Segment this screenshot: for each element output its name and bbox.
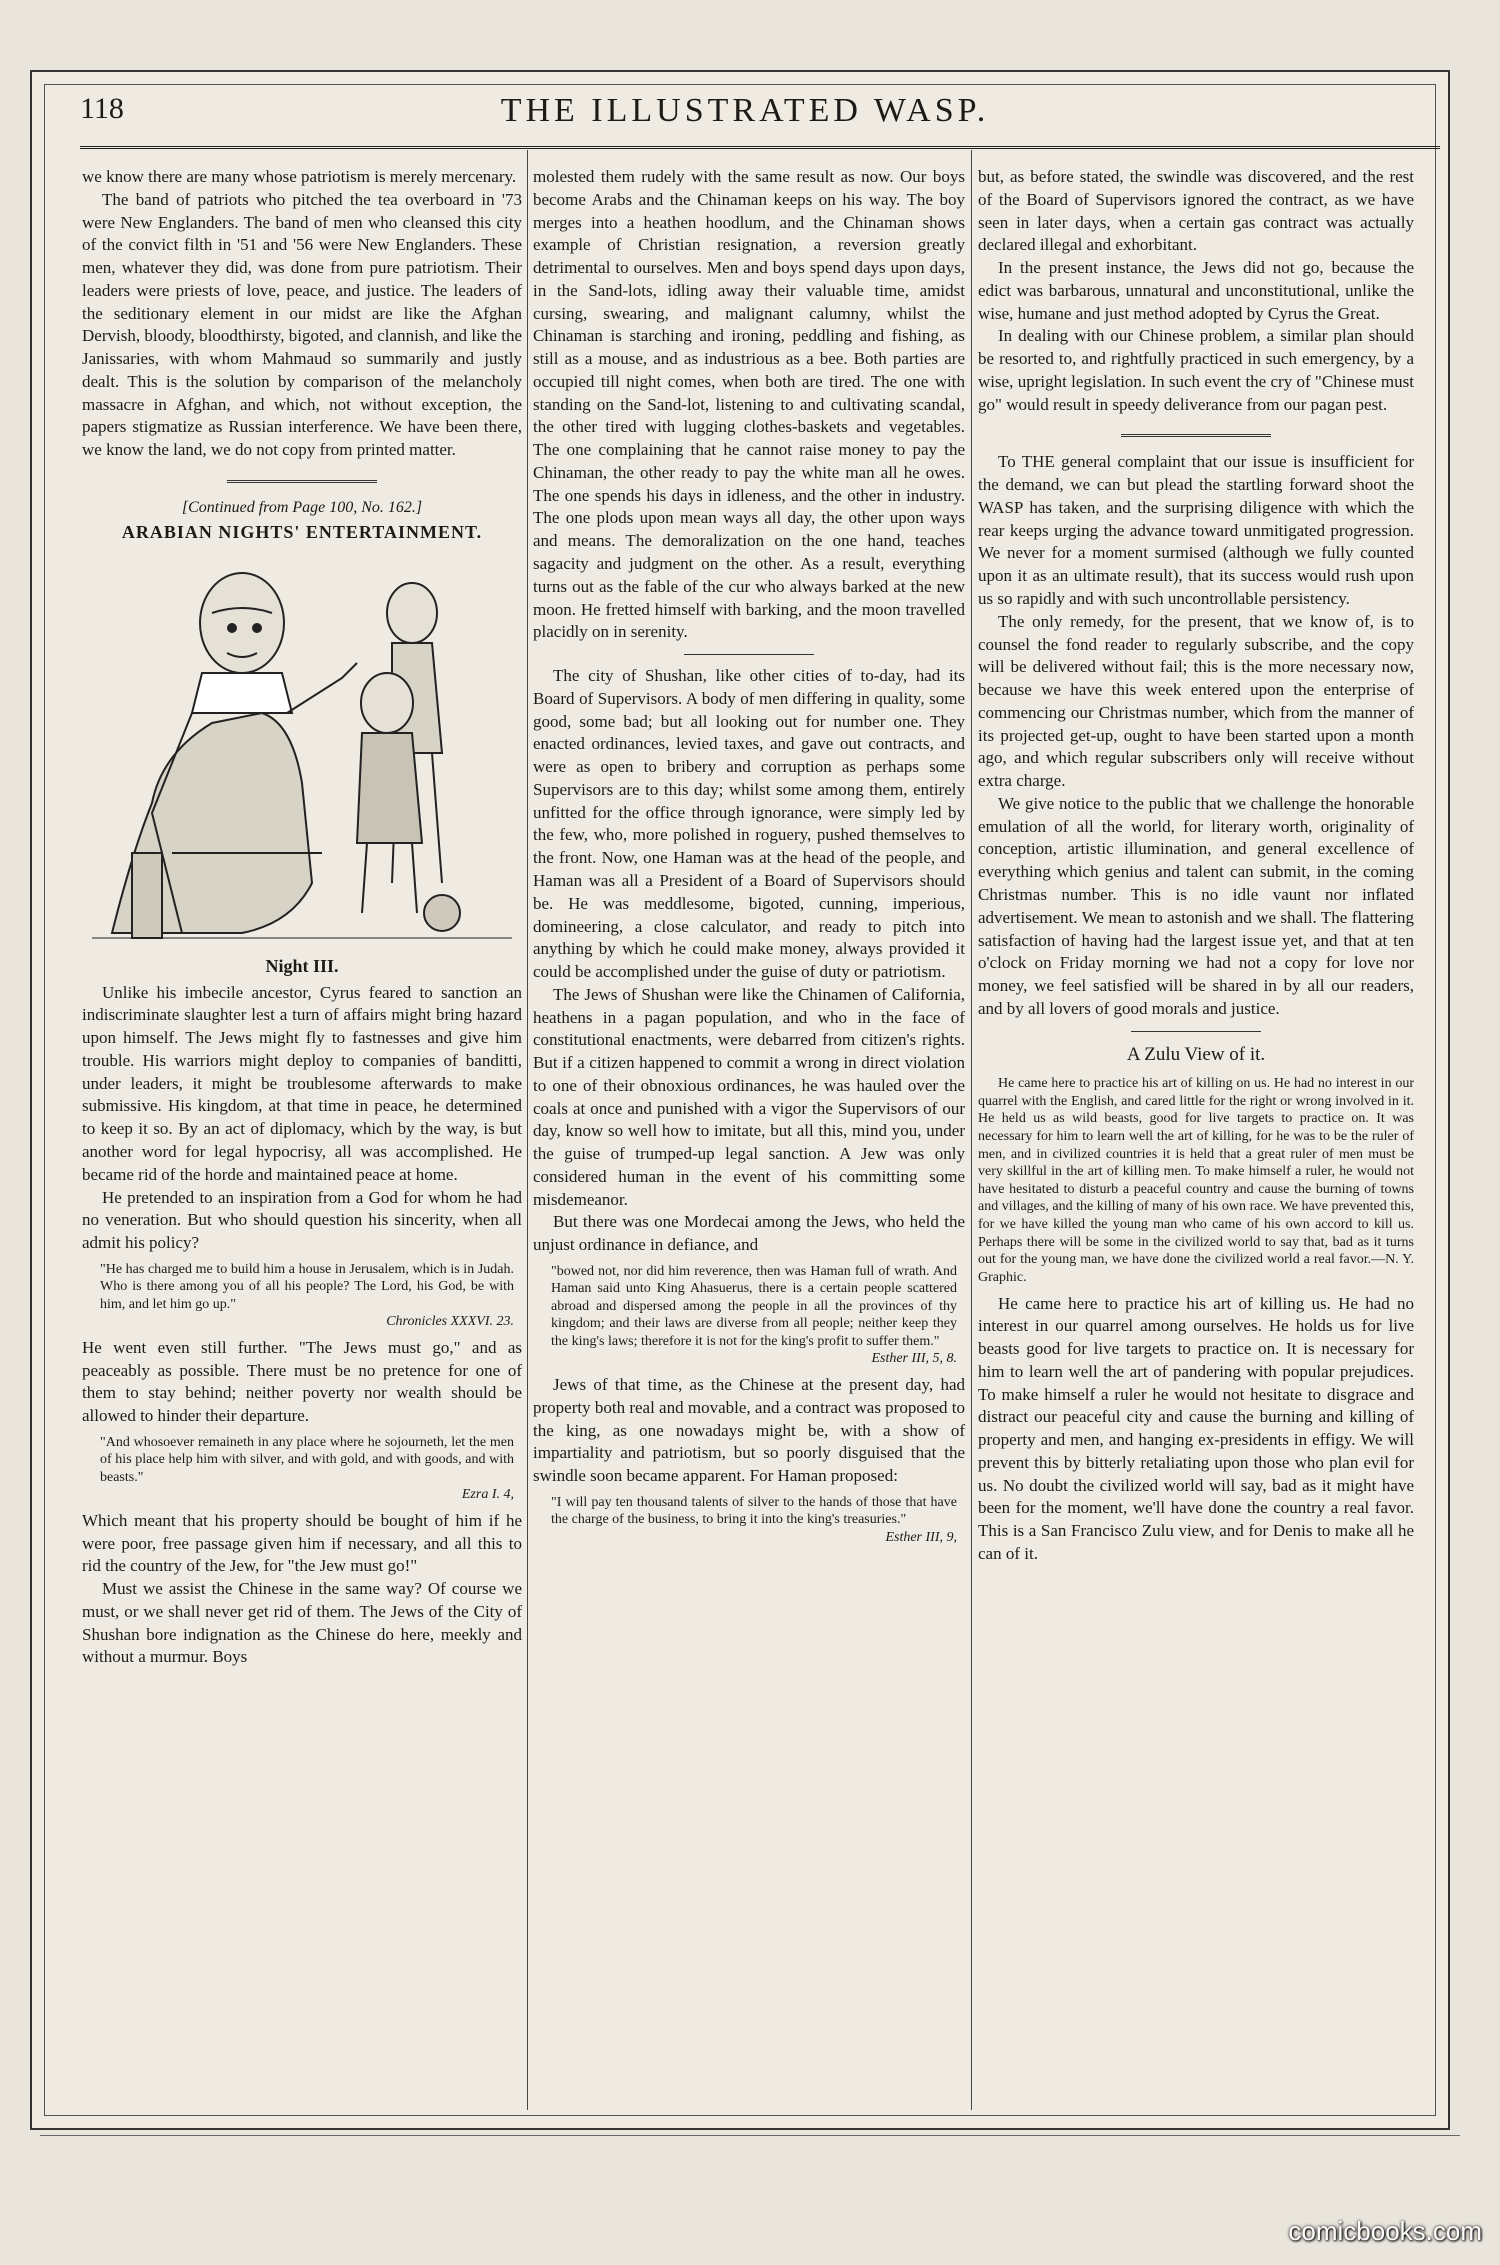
night-title: Night III. <box>265 955 339 976</box>
page-header <box>50 86 1440 146</box>
paragraph: He went even still further. "The Jews must go," and as peaceably as possible. There must be no pretence for one of them to stay behind; neither poverty nor wealth should be allowed to hinder their departure. <box>82 1337 522 1426</box>
paragraph: He pretended to an inspiration from a God for whom he had no veneration. But who should question his sincerity, when all admit his policy? <box>82 1187 522 1253</box>
paragraph: The band of patriots who pitched the tea overboard in '73 were New Englanders. The band of men who cleansed this city of the convict filth in '51 and '56 were New Englanders. These men, whatever they did, was done from pure patriotism. Their leaders were priests of love, peace, and justice. The leaders of the seditionary element in our midst are like the Afghan Dervish, bloody, bloodthirsty, bigoted, and clannish, and like the Janissaries, with whom Mahmaud so summarily and justly dealt. This is the solution by comparison of the melancholy massacre in Afghan, and which, not without exception, the papers stigmatize as Russian interference. We have been there, we know the land, we do not copy from printed matter. <box>82 189 522 460</box>
paragraph: We give notice to the public that we challenge the honorable emulation of all the world, for literary worth, originality of conception, artistic illumination, and general excellence of everything which genius and talent can submit, in the coming Christmas number. This is no idle vaunt nor inflated advertisement. We mean to astonish and we shall. The flattering satisfaction of having had the largest issue yet, and that at ten o'clock on Friday morning we had not a copy for love nor money, we feel satisfied will be shared in by all our readers, and by all lovers of good morals and justice. <box>978 793 1414 1018</box>
section-divider <box>1121 434 1271 437</box>
continued-note: [Continued from Page 100, No. 162.] <box>181 498 423 516</box>
quote-text: "And whosoever remaineth in any place where he sojourneth, let the men of his place help him with silver, and with gold, and with goods, and with beasts." <box>100 1434 514 1485</box>
paragraph: The Jews of Shushan were like the Chinamen of California, heathens in a pagan population, and who in the face of constitutional enactments, were debarred from citizen's rights. But if a citizen happened to commit a wrong in direct violation to one of their obnoxious ordinances, he was hauled over the coals at once and punished with a vigor the Supervisors of our day, know so well how to imitate, but all this, mind you, under the guise of trumped-up legal sanction. A Jew was only considered human in the event of his committing some misdemeanor. <box>533 984 965 1209</box>
watermark: comicbooks.com <box>1288 2216 1482 2246</box>
paragraph: but, as before stated, the swindle was discovered, and the rest of the Board of Supervisors ignored the contract, as we have seen in later days, when a certain gas contract was actually declared illegal and exhorbitant. <box>978 167 1414 255</box>
scripture-quote <box>100 1261 514 1331</box>
paragraph: Must we assist the Chinese in the same way? Of course we must, or we shall never get rid of them. The Jews of the City of Shushan bore indignation as the Chinese do here, meekly and without a murmur. Boys <box>82 1579 522 1667</box>
quote-reference: Esther III, 5, 8. <box>871 1351 957 1367</box>
paragraph: we know there are many whose patriotism is merely mercenary. <box>82 167 517 186</box>
column-divider <box>527 150 528 2110</box>
article-title: A Zulu View of it. <box>1126 1043 1266 1065</box>
column-1 <box>82 166 522 1669</box>
header-rule <box>80 146 1440 149</box>
paragraph: Unlike his imbecile ancestor, Cyrus feared to sanction an indiscriminate slaughter lest a turn of affairs might bring hazard upon himself. The Jews might fly to fastnesses and give him trouble. His warriors might deploy to companies of banditti, under leaders, it might be troublesome afterwards to make submissive. His kingdom, at that time in peace, he determined to keep it so. By an act of diplomacy, which by the way, is but another word for legal hypocrisy, all was accomplished. He became rid of the horde and maintained peace at home. <box>82 982 522 1184</box>
quote-text: "bowed not, nor did him reverence, then was Haman full of wrath. And Haman said unto King Ahasuerus, there is a certain people scattered abroad and dispersed among the people in all the provinces of thy kingdom; and their laws are diverse from all people; neither keep they the king's laws; therefore it is not for the king's profit to suffer them." <box>551 1263 957 1349</box>
section-divider <box>227 480 377 483</box>
paragraph: But there was one Mordecai among the Jews, who held the unjust ordinance in defiance, and <box>533 1212 965 1255</box>
quote-reference: Esther III, 9, <box>885 1529 957 1545</box>
quote-text: "I will pay ten thousand talents of silver to the hands of those that have the charge of the business, to bring it into the king's treasuries." <box>551 1494 957 1528</box>
cartoon-illustration <box>92 553 512 948</box>
section-title: ARABIAN NIGHTS' ENTERTAINMENT. <box>121 522 483 543</box>
column-2 <box>533 166 965 1552</box>
paragraph: In the present instance, the Jews did not go, because the edict was barbarous, unnatural and unconstitutional, unlike the wise, humane and just method adopted by Cyrus the Great. <box>978 258 1414 323</box>
quote-reference: Chronicles XXXVI. 23. <box>386 1314 514 1330</box>
section-divider <box>1131 1031 1261 1032</box>
paragraph: The city of Shushan, like other cities of to-day, had its Board of Supervisors. A body of men differing in quality, some good, some bad; but all looking out for number one. They enacted ordinances, levied taxes, and gave out contracts, and were as open to bribery and corruption as perhaps some Supervisors are to this day; whilst some among them, entirely unfitted for the office through ignorance, were simply led by the few, who, more polished in roguery, pushed themselves to the front. Now, one Haman was at the head of the people, and Haman was all a President of a Board of Supervisors should be. He was meddlesome, bigoted, cunning, imperious, domineering, a close calculator, and ready to pitch into anything by which he could make money, always provided it could be accomplished under the guise of duty or patriotism. <box>533 666 965 982</box>
paragraph: molested them rudely with the same result as now. Our boys become Arabs and the Chinaman keeps on his way. The boy merges into a heathen hoodlum, and the Chinaman shows example of Christian resignation, a reversion greatly detrimental to ourselves. Men and boys spend days upon days, in the Sand-lots, idling away their valuable time, amidst cursing, swearing, and malignant calumny, whilst the Chinaman is starching and ironing, peddling and fishing, as still as a mouse, and as industrious as a bee. Both parties are occupied till night comes, when both are tired. The one with standing on the Sand-lot, listening to and cultivating scandal, the other tired with lugging clothes-baskets and vegetables. The one complaining that he cannot raise money to pay the Chinaman, the other ready to pay the white man all he owes. The one spends his days in idleness, and the other in industry. The one plods upon mean ways all day, the other upon ways and means. The demoralization on the one hand, teaches sagacity and judgment on the other. As a result, everything turns out as the fable of the cur who always barked at the new moon. He fretted himself with barking, and the moon travelled placidly on in serenity. <box>533 167 965 642</box>
paragraph: He came here to practice his art of killing us. He had no interest in our quarrel among ourselves. He holds us for live beasts good for live targets to practice on. It is necessary for him to learn well the art of pandering with popular prejudices. To make himself a ruler he would not hesitate to disgrace and distract our peaceful city and cause the burning and killing of property and men, and hanging ex-presidents in effigy. We will prevent this by bitterly retaliating upon those who plan evil for us. No doubt the civilized world will say, bad as it might have been for the moment, we'll have done the country a real favor. This is a San Francisco Zulu view, and for Denis to make all he can of it. <box>978 1293 1414 1563</box>
scripture-quote <box>551 1263 957 1368</box>
quoted-excerpt: He came here to practice his art of killing on us. He had no interest in our quarrel with the English, and cared little for the right or wrong involved in it. He held us as wild beasts, good for live targets to practice on. It was necessary for him to learn well the art of killing, for he was to be the ruler of men, and in civilized countries it is held that a great ruler of men must be very skillful in the art of killing men. To make himself a ruler, he would not have hesitated to disturb a peaceful country and cause the burning of towns and villages, and the killing of many of his own race. We have prevented this, for we have killed the young man who came of his own accord to kill us. Perhaps there will be some in the civilized world to say that, bad as it turns out for the young man, we have done the civilized world a real favor.—N. Y. Graphic. <box>978 1076 1414 1285</box>
paragraph: The only remedy, for the present, that we know of, is to counsel the fond reader to regularly subscribe, and the copy will be delivered without fail; this is the more necessary now, because we have this week entered upon the enterprise of commencing our Christmas number, which from the manner of its projected get-up, ought to have been started upon a month ago, and which regular subscribers only will receive without extra charge. <box>978 611 1414 791</box>
bottom-rule <box>40 2135 1460 2136</box>
paragraph: In dealing with our Chinese problem, a similar plan should be resorted to, and rightfully practiced in such emergency, by a wise, upright legislation. In such event the cry of "Chinese must go" would result in speedy deliverance from our pagan pest. <box>978 326 1414 414</box>
quote-reference: Ezra I. 4, <box>461 1487 514 1503</box>
quote-text: "He has charged me to build him a house in Jerusalem, which is in Judah. Who is there among you of all his people? The Lord, his God, be with him, and let him go up." <box>100 1261 514 1312</box>
scripture-quote <box>100 1434 514 1504</box>
paragraph: To THE general complaint that our issue is insufficient for the demand, we can but plead the startling forward shoot the WASP has taken, and the surprising diligence with which the rear keeps urging the advance toward unmitigated progression. We never for a moment surmised (although we fully counted upon it as an ultimate result), that its success would rush upon us so rapidly and with such uncontrollable persistency. <box>978 452 1414 609</box>
masthead-title: THE ILLUSTRATED WASP. <box>500 92 990 129</box>
scripture-quote <box>551 1494 957 1547</box>
paragraph: Which meant that his property should be bought of him if he were poor, free passage given him if necessary, and all this to rid the country of the Jew, for "the Jew must go!" <box>82 1510 522 1576</box>
paragraph: Jews of that time, as the Chinese at the present day, had property both real and movable, and a contract was proposed to the king, as one nowadays might be, with a show of impartiality and patriotism, but so poorly disguised that the swindle soon became apparent. For Haman proposed: <box>533 1374 965 1486</box>
section-divider <box>684 654 814 655</box>
page-number: 118 <box>80 92 124 125</box>
column-divider <box>971 150 972 2110</box>
column-3 <box>978 166 1414 1566</box>
